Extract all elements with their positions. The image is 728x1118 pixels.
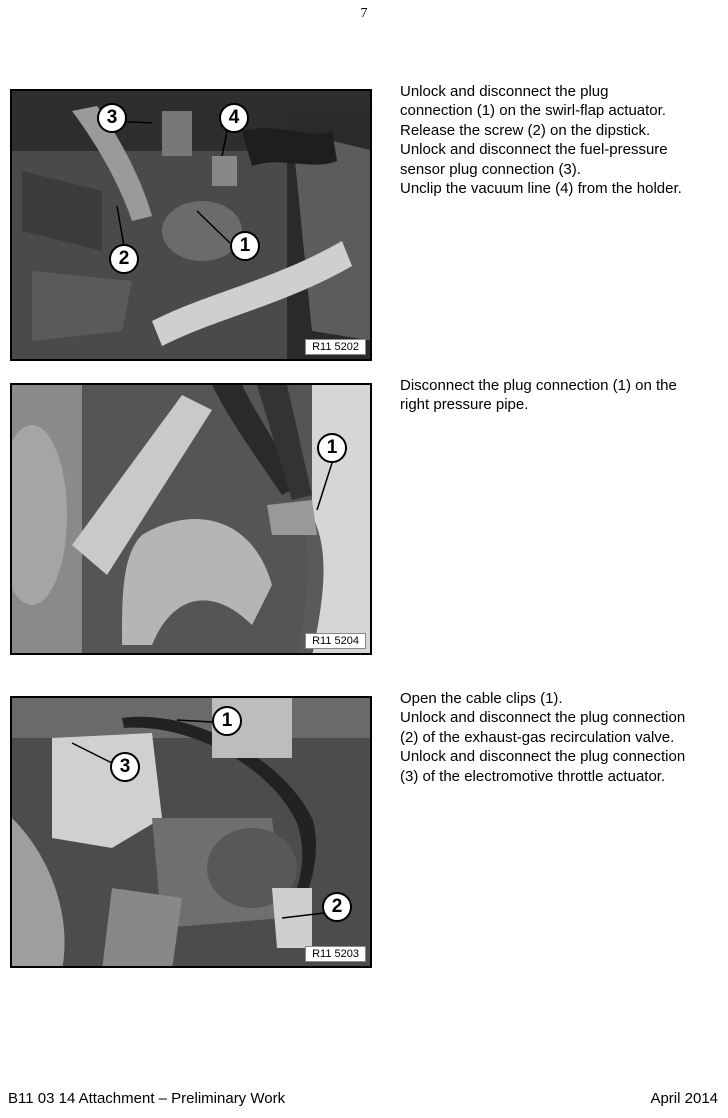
instruction-line: Open the cable clips (1). [400,690,563,707]
instruction-line: (3) of the electromotive throttle actuator. [400,767,666,785]
engine-photo-swirl-flap [10,89,372,361]
step-1-instructions [400,82,724,198]
callout-2: 2 [109,244,139,274]
step-3 [10,690,722,971]
instruction-line: connection (1) on the swirl-flap actuator. [400,102,666,120]
figure-id: R11 5203 [305,946,366,962]
step-3-instructions [400,689,724,786]
instruction-line: (2) of the exhaust-gas recirculation valve. [400,728,675,746]
step-1 [10,83,722,364]
instruction-line: Unlock and disconnect the plug [400,83,609,100]
instruction-line: Unclip the vacuum line (4) from the holder. [400,180,682,198]
callout-4: 4 [219,103,249,133]
instruction-line: Unlock and disconnect the fuel-pressure [400,141,668,159]
callout-2: 2 [322,892,352,922]
figure-id: R11 5202 [305,339,366,355]
callout-1: 1 [230,231,260,261]
footer-date: April 2014 [650,1090,718,1107]
step-2-instructions [400,376,724,415]
engine-photo-egr-valve [10,696,372,968]
instruction-line: Disconnect the plug connection (1) on the [400,377,677,394]
callout-3: 3 [97,103,127,133]
instruction-line: sensor plug connection (3). [400,160,581,178]
page-number: 7 [360,6,368,21]
callout-3: 3 [110,752,140,782]
instruction-line: right pressure pipe. [400,396,529,414]
instruction-line: Unlock and disconnect the plug connection [400,709,686,727]
instruction-line: Unlock and disconnect the plug connection [400,748,686,766]
step-2 [10,377,722,658]
footer-document-title: B11 03 14 Attachment – Preliminary Work [8,1090,286,1107]
callout-1: 1 [212,706,242,736]
engine-photo-pressure-pipe [10,383,372,655]
callout-1: 1 [317,433,347,463]
figure-id: R11 5204 [305,633,366,649]
instruction-line: Release the screw (2) on the dipstick. [400,121,651,139]
